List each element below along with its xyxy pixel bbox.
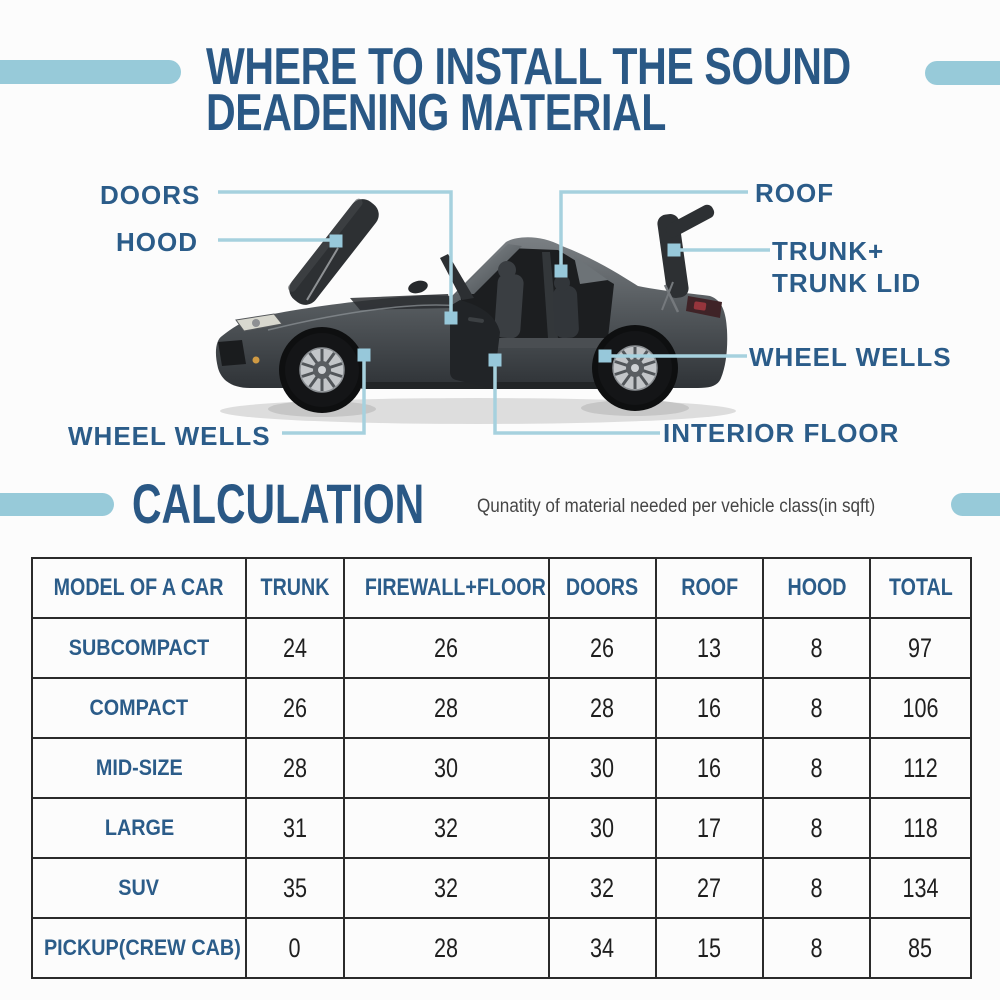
value-cell: 28 — [246, 738, 344, 798]
table-row-suv — [32, 858, 971, 918]
engine-bay — [350, 294, 452, 310]
value-cell: 27 — [656, 858, 763, 918]
label-trunk-line1: TRUNK+ — [772, 236, 885, 266]
value-cell: 8 — [763, 918, 870, 978]
value-cell: 106 — [870, 678, 971, 738]
model-cell: MID-SIZE — [32, 738, 246, 798]
value-cell: 112 — [870, 738, 971, 798]
value-cell: 16 — [656, 678, 763, 738]
value-cell: 16 — [656, 738, 763, 798]
model-cell: SUV — [32, 858, 246, 918]
value-cell: 26 — [246, 678, 344, 738]
value-cell: 35 — [246, 858, 344, 918]
front-grille — [218, 340, 246, 366]
value-cell: 8 — [763, 858, 870, 918]
calculation-title: CALCULATION — [132, 472, 425, 535]
table-header-row — [32, 558, 971, 618]
calculation-subtitle: Qunatity of material needed per vehicle class(in sqft) — [477, 496, 876, 517]
car-diagram — [0, 0, 1000, 480]
column-header-model: MODEL OF A CAR — [32, 558, 246, 618]
value-cell: 8 — [763, 738, 870, 798]
front-wheel — [285, 333, 359, 407]
value-cell: 0 — [246, 918, 344, 978]
label-wheel-wells-right: WHEEL WELLS — [749, 342, 952, 372]
value-cell: 8 — [763, 618, 870, 678]
label-interior-floor: INTERIOR FLOOR — [663, 418, 900, 448]
label-trunk-line2: TRUNK LID — [772, 268, 922, 298]
side-mirror — [407, 279, 429, 296]
column-header-roof: ROOF — [656, 558, 763, 618]
column-header-firewall-floor: FIREWALL+FLOOR — [344, 558, 549, 618]
label-hood: HOOD — [116, 227, 198, 257]
table-row-mid-size — [32, 738, 971, 798]
value-cell: 30 — [549, 798, 656, 858]
label-roof: ROOF — [755, 178, 835, 208]
accent-bar-calc-right — [951, 493, 1000, 516]
value-cell: 26 — [549, 618, 656, 678]
column-header-doors: DOORS — [549, 558, 656, 618]
model-cell: COMPACT — [32, 678, 246, 738]
value-cell: 8 — [763, 678, 870, 738]
value-cell: 97 — [870, 618, 971, 678]
rear-seat — [553, 285, 580, 338]
table-row-compact — [32, 678, 971, 738]
value-cell: 17 — [656, 798, 763, 858]
table-row-large — [32, 798, 971, 858]
value-cell: 15 — [656, 918, 763, 978]
value-cell: 28 — [549, 678, 656, 738]
value-cell: 34 — [549, 918, 656, 978]
table-row-subcompact — [32, 618, 971, 678]
value-cell: 8 — [763, 798, 870, 858]
rear-headrest — [554, 275, 570, 291]
label-wheel-wells-left: WHEEL WELLS — [68, 421, 271, 451]
column-header-hood: HOOD — [763, 558, 870, 618]
table-row-pickup — [32, 918, 971, 978]
value-cell: 13 — [656, 618, 763, 678]
taillight-lens — [694, 301, 707, 311]
value-cell: 30 — [344, 738, 549, 798]
value-cell: 85 — [870, 918, 971, 978]
car-illustration — [210, 190, 770, 440]
headlight-bulb — [252, 319, 260, 327]
open-hood — [284, 194, 384, 310]
value-cell: 31 — [246, 798, 344, 858]
value-cell: 134 — [870, 858, 971, 918]
value-cell: 26 — [344, 618, 549, 678]
value-cell: 30 — [549, 738, 656, 798]
calculation-table — [31, 557, 972, 979]
accent-bar-calc-left — [0, 493, 114, 516]
value-cell: 28 — [344, 678, 549, 738]
value-cell: 32 — [344, 858, 549, 918]
rear-wheel — [598, 331, 672, 405]
value-cell: 24 — [246, 618, 344, 678]
column-header-total: TOTAL — [870, 558, 971, 618]
fog-light — [253, 357, 260, 364]
model-cell: SUBCOMPACT — [32, 618, 246, 678]
page-title-line1: WHERE TO INSTALL THE SOUND — [206, 38, 851, 96]
value-cell: 28 — [344, 918, 549, 978]
label-doors: DOORS — [100, 180, 201, 210]
model-cell: LARGE — [32, 798, 246, 858]
value-cell: 32 — [344, 798, 549, 858]
label-trunk — [772, 235, 921, 299]
front-headrest — [498, 261, 516, 279]
value-cell: 32 — [549, 858, 656, 918]
value-cell: 118 — [870, 798, 971, 858]
column-header-trunk: TRUNK — [246, 558, 344, 618]
model-cell: PICKUP(CREW CAB) — [32, 918, 246, 978]
page-title-line2: DEADENING MATERIAL — [206, 84, 666, 142]
